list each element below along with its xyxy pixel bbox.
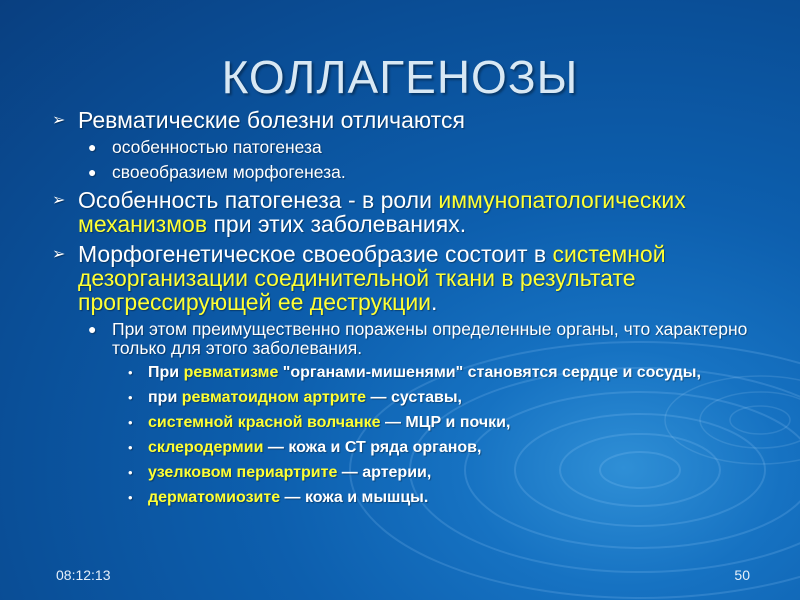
dot-bullet-icon: • <box>128 390 133 405</box>
slide-content <box>50 108 792 514</box>
bullet-item-level1 <box>50 108 792 132</box>
bullet-item-level1 <box>50 188 792 236</box>
bullet-item-level1 <box>50 242 792 314</box>
bullet-text: — кожа и СТ ряда органов, <box>263 439 482 456</box>
bullet-text: при <box>148 389 182 406</box>
bullet-text: особенностью патогенеза <box>112 137 322 157</box>
dot-bullet-icon: • <box>128 490 133 505</box>
bullet-text: . <box>431 289 438 315</box>
bullet-item-level3 <box>50 414 792 432</box>
highlighted-text: склеродермии <box>148 439 264 456</box>
dot-bullet-icon: • <box>128 440 133 455</box>
bullet-text: При этом преимущественно поражены определенные органы, что характерно только для этого заболевания. <box>112 319 748 358</box>
bullet-text: — кожа и мышцы. <box>280 489 429 506</box>
bullet-text: При <box>148 364 184 381</box>
bullet-text: "органами-мишенями" становятся сердце и сосуды, <box>278 364 701 381</box>
highlighted-text: ревматизме <box>183 364 279 381</box>
highlighted-text: узелковом периартрите <box>148 464 338 481</box>
bullet-text: — МЦР и почки, <box>380 414 511 431</box>
arrow-bullet-icon: ➢ <box>52 112 66 129</box>
dot-bullet-icon: • <box>128 365 133 380</box>
highlighted-text: иммунопатологических механизмов <box>78 187 686 237</box>
dot-bullet-icon: ● <box>88 164 97 180</box>
bullet-item-level3 <box>50 389 792 407</box>
page-number: 50 <box>734 567 750 583</box>
highlighted-text: системной красной волчанке <box>148 414 381 431</box>
bullet-text: Особенность патогенеза - в роли <box>78 187 439 213</box>
bullet-item-level3 <box>50 489 792 507</box>
bullet-text: при этих заболеваниях. <box>207 211 467 237</box>
footer-time: 08:12:13 <box>56 567 111 583</box>
arrow-bullet-icon: ➢ <box>52 246 66 263</box>
bullet-item-level3 <box>50 364 792 382</box>
highlighted-text: дерматомиозите <box>148 489 281 506</box>
slide-title: КОЛЛАГЕНОЗЫ <box>221 51 579 103</box>
dot-bullet-icon: ● <box>88 139 97 155</box>
bullet-item-level2 <box>50 320 792 358</box>
bullet-item-level2 <box>50 138 792 157</box>
bullet-text: Морфогенетическое своеобразие состоит в <box>78 241 553 267</box>
bullet-item-level3 <box>50 439 792 457</box>
bullet-text: своеобразием морфогенеза. <box>112 162 346 182</box>
arrow-bullet-icon: ➢ <box>52 192 66 209</box>
dot-bullet-icon: ● <box>88 321 97 337</box>
dot-bullet-icon: • <box>128 465 133 480</box>
bullet-text: Ревматические болезни отличаются <box>78 107 465 133</box>
bullet-text: — артерии, <box>337 464 432 481</box>
bullet-text: — суставы, <box>366 389 462 406</box>
highlighted-text: системной дезорганизации соединительной ткани в результате прогрессирующей ее деструкции <box>78 241 666 315</box>
dot-bullet-icon: • <box>128 415 133 430</box>
highlighted-text: ревматоидном артрите <box>181 389 367 406</box>
bullet-item-level3 <box>50 464 792 482</box>
bullet-item-level2 <box>50 163 792 182</box>
